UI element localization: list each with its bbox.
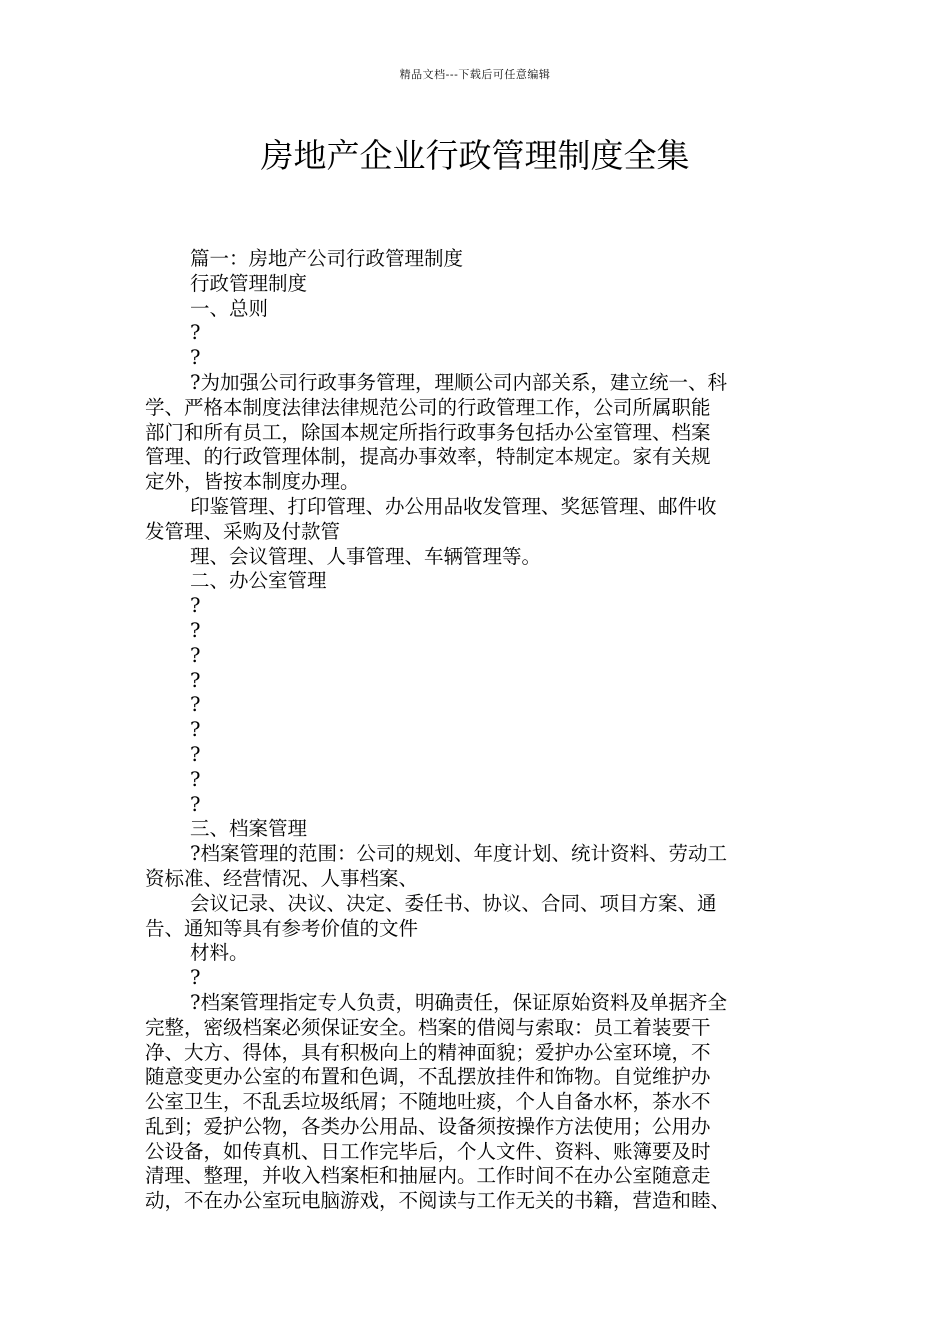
text-line: ? [190,594,201,618]
text-line: ? [190,321,201,345]
text-line: ?档案管理的范围：公司的规划、年度计划、统计资料、劳动工 [190,842,727,866]
text-line: 篇一：房地产公司行政管理制度 [190,247,464,270]
text-line: 二、办公室管理 [190,569,327,593]
text-line: 净、大方、得体，具有积极向上的精神面貌；爱护办公室环境，不 [145,1040,711,1064]
text-line: ? [190,668,201,692]
text-line: 资标准、经营情况、人事档案、 [145,866,419,890]
text-line: 告、通知等具有参考价值的文件 [145,916,419,940]
text-line: 三、档案管理 [190,817,308,841]
text-line: ?档案管理指定专人负责，明确责任，保证原始资料及单据齐全 [190,990,727,1014]
text-line: ? [190,618,201,642]
text-line: 定外，皆按本制度办理。 [145,470,360,494]
text-line: ? [190,742,201,766]
text-line: ? [190,693,201,717]
text-line: ? [190,767,201,791]
text-line: ?为加强公司行政事务管理，理顺公司内部关系，建立统一、科 [190,370,727,394]
text-line: 学、严格本制度法律法律规范公司的行政管理工作，公司所属职能 [145,395,711,419]
text-line: 清理、整理，并收入档案柜和抽屉内。工作时间不在办公室随意走 [145,1164,711,1188]
text-line: 管理、的行政管理体制，提高办事效率，特制定本规定。家有关规 [145,445,711,469]
document-body [145,247,810,1214]
text-line: 部门和所有员工，除国本规定所指行政事务包括办公室管理、档案 [145,420,711,444]
text-line: ? [190,966,201,990]
text-line: ? [190,643,201,667]
text-line: 理、会议管理、人事管理、车辆管理等。 [190,544,542,568]
text-line: 会议记录、决议、决定、委任书、协议、合同、项目方案、通 [190,891,717,915]
text-line: 公设备，如传真机、日工作完毕后，个人文件、资料、账簿要及时 [145,1139,711,1163]
text-line: 材料。 [190,941,249,965]
text-line: 一、总则 [190,296,269,320]
text-line: 随意变更办公室的布置和色调，不乱摆放挂件和饰物。自觉维护办 [145,1065,711,1089]
text-line: 公室卫生，不乱丢垃圾纸屑；不随地吐痰，个人自备水杯，茶水不 [145,1090,711,1114]
text-line: 动，不在办公室玩电脑游戏，不阅读与工作无关的书籍，营造和睦、 [145,1189,731,1213]
text-line: 完整，密级档案必须保证安全。档案的借阅与索取：员工着装要干 [145,1015,711,1039]
text-line: 发管理、采购及付款管 [145,519,341,543]
text-line: 印鉴管理、打印管理、办公用品收发管理、奖惩管理、邮件收 [190,494,717,518]
text-line: ? [190,346,201,370]
text-line: 行政管理制度 [190,271,308,295]
text-line: ? [190,718,201,742]
text-line: ? [190,792,201,816]
text-line: 乱到；爱护公物，各类办公用品、设备须按操作方法使用；公用办 [145,1114,711,1138]
header-note: 精品文档---下载后可任意编辑 [399,68,551,81]
document-title: 房地产企业行政管理制度全集 [260,136,690,175]
